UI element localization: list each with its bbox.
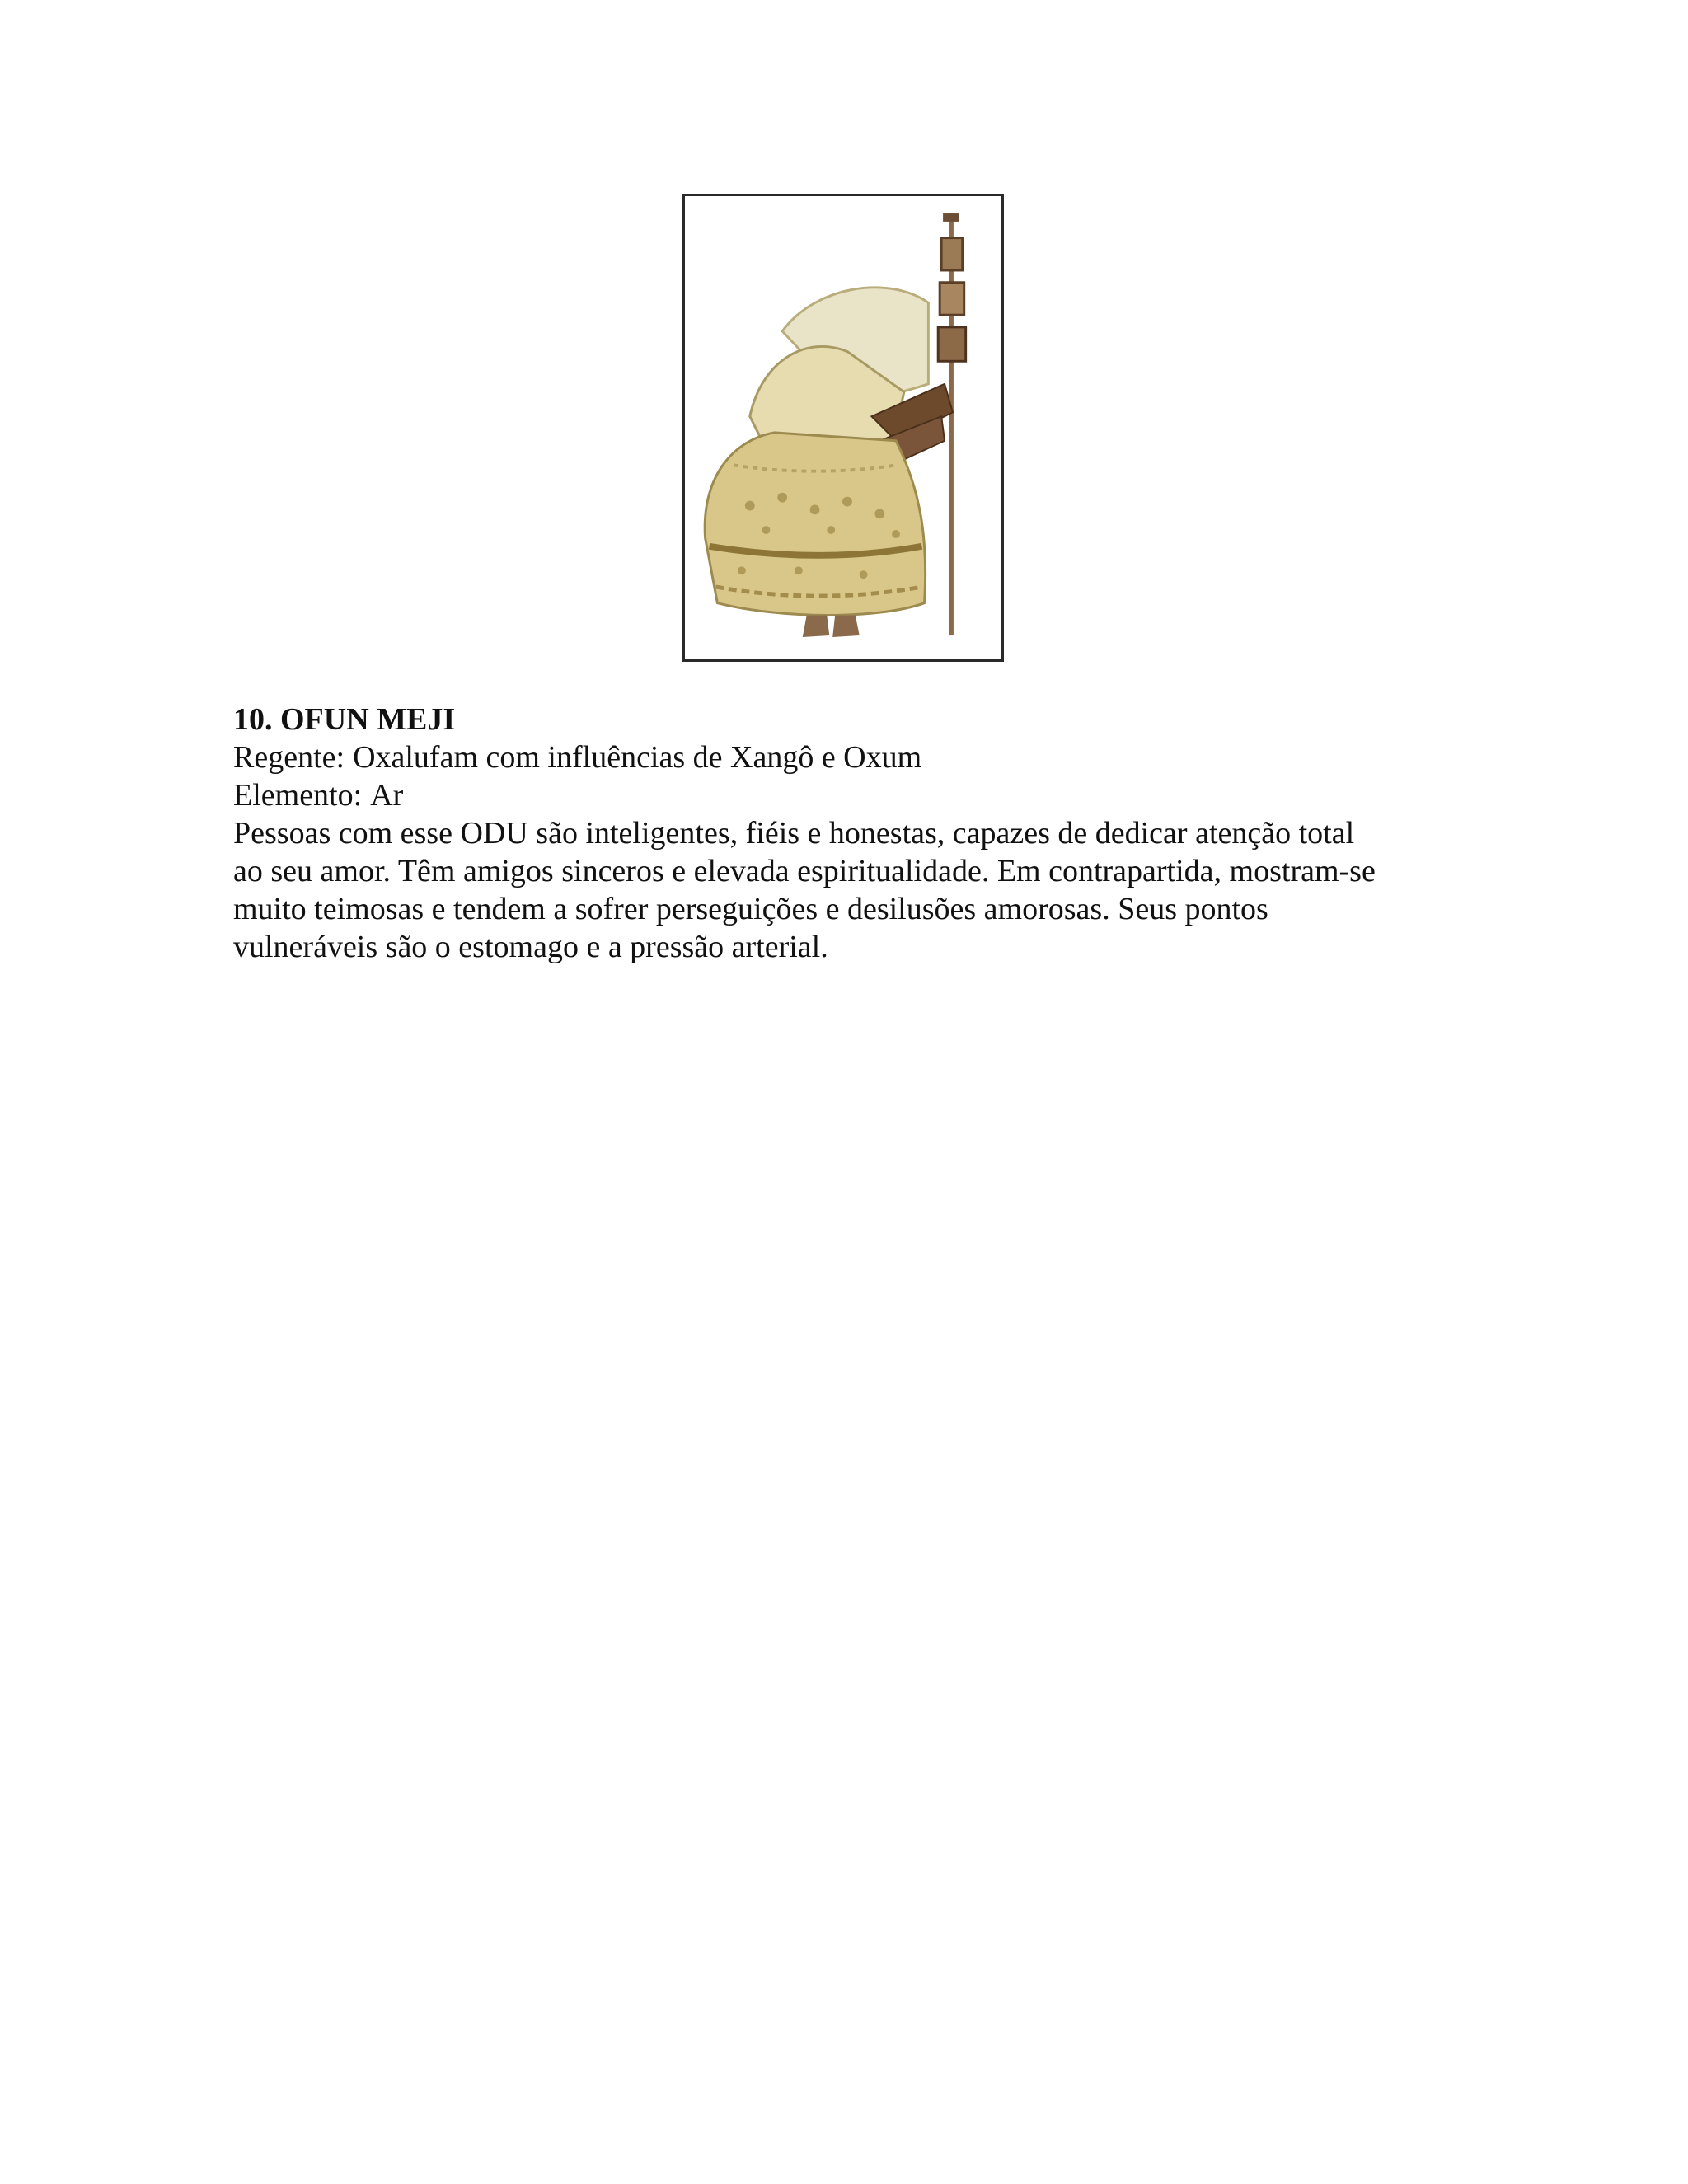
elemento-line — [233, 776, 1470, 814]
section-heading: 10. OFUN MEJI — [233, 702, 456, 737]
regente-line — [233, 738, 1470, 776]
bowing-figure-icon — [685, 196, 1001, 659]
paragraph-line: muito teimosas e tendem a sofrer perseguições e desilusões amorosas. Seus pontos — [233, 892, 1268, 926]
figure-image-frame — [682, 194, 1004, 662]
regente-label: Regente: — [233, 740, 345, 775]
odu-description — [233, 701, 1470, 966]
paragraph-line: ao seu amor. Têm amigos sinceros e elevada espiritualidade. Em contrapartida, mostram-se — [233, 854, 1376, 888]
regente-value: Oxalufam com influências de Xangô e Oxum — [353, 740, 922, 775]
paragraph-line: Pessoas com esse ODU são inteligentes, fiéis e honestas, capazes de dedicar atenção total — [233, 816, 1355, 851]
elemento-value: Ar — [370, 778, 404, 813]
elemento-label: Elemento: — [233, 778, 363, 813]
paragraph-line: vulneráveis são o estomago e a pressão arterial. — [233, 930, 828, 964]
